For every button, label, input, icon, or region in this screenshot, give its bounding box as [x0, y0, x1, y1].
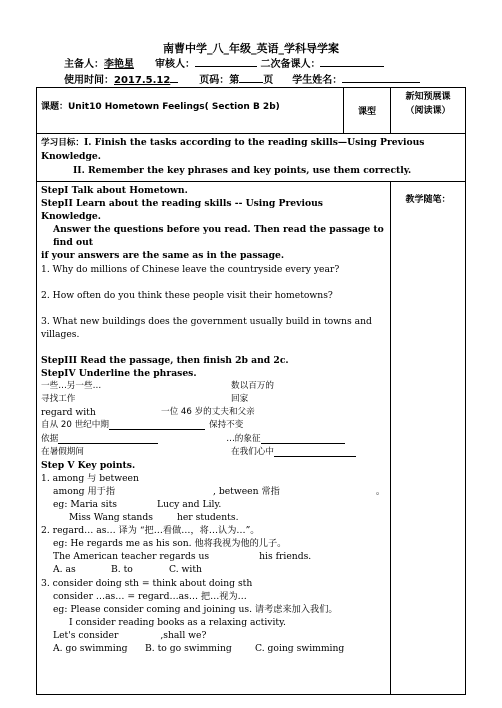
phrase-row: [41, 393, 386, 406]
page-suffix: 页: [263, 75, 274, 86]
phrase-item: 在我们心中: [231, 446, 274, 457]
key-1-title: 1. among 与 between: [41, 472, 139, 484]
phrase-blank[interactable]: [58, 433, 158, 444]
student-label: 学生姓名：: [292, 75, 343, 86]
phrase-item: 数以百万的: [231, 381, 274, 392]
lesson-type-sub: （阅读课）: [405, 106, 451, 116]
key-3-example-2: I consider reading books as a relaxing activity.: [69, 616, 286, 628]
page-blank[interactable]: [239, 72, 263, 83]
key-3-question: [41, 629, 386, 642]
date-label: 使用时间：: [64, 75, 114, 86]
phrase-row: [41, 433, 386, 446]
goal-2: II. Remember the key phrases and key points, use them correctly.: [73, 165, 412, 176]
topic-cell: 课题：Unit10 Hometown Feelings( Section B 2b): [37, 88, 344, 134]
phrase-row: [41, 406, 386, 419]
school-title: 南曹中学_八_年级_英语_学科导学案: [163, 42, 339, 55]
date-row: [64, 71, 420, 86]
key-2-option-b[interactable]: B. to: [111, 564, 133, 576]
phrase-row: [41, 419, 386, 432]
question-1: 1. Why do millions of Chinese leave the countryside every year?: [41, 263, 340, 275]
step-1: StepI Talk about Hometown.: [41, 185, 188, 196]
key-3-title: 3. consider doing sth = think about doing sth: [41, 577, 253, 589]
key-2-example: eg: He regards me as his son. 他将我视为他的儿子。: [53, 538, 287, 550]
phrase-row: [41, 446, 386, 459]
key-2-title: 2. regard… as… 译为 “把…看做…，将…认为…”。: [41, 525, 260, 537]
phrase-item: 自从 20 世纪中期: [41, 420, 109, 431]
preparer-label: 主备人：: [64, 59, 104, 70]
type-cell: 课型: [344, 88, 391, 134]
lesson-table: [36, 87, 466, 695]
key-1-eg2b: her students.: [176, 512, 239, 524]
phrase-item: 一些…另一些…: [41, 381, 102, 392]
step-2: StepII Learn about the reading skills -- Using Previous Knowledge.: [41, 198, 323, 223]
second-preparer-label: 二次备课人：: [260, 59, 321, 70]
step-3: StepIII Read the passage, then finish 2b and 2c.: [41, 354, 289, 366]
key-2-q: The American teacher regards us: [53, 551, 210, 563]
page-label: 页码：第: [199, 75, 240, 86]
notes-label: 教学随笔：: [405, 195, 451, 205]
key-3-example: eg: Please consider coming and joining us. 请考虑来加入我们。: [53, 603, 338, 615]
phrase-item: 回家: [231, 394, 249, 405]
phrase-item: 一位 46 岁的丈夫和父亲: [161, 407, 255, 418]
phrase-item: regard with: [41, 407, 96, 419]
date-value: 2017.5.12: [114, 75, 171, 86]
question-2: 2. How often do you think these people visit their hometowns?: [41, 289, 333, 301]
goal-1: I. Finish the tasks according to the reading skills—Using Previous Knowledge.: [41, 137, 425, 162]
key-3-option-c[interactable]: C. going swimming: [255, 643, 345, 654]
step-5: Step V Key points.: [41, 459, 136, 471]
preparer-name: 李艳星: [104, 59, 134, 70]
key-1-between: , between 常指: [213, 485, 280, 497]
key-3-option-a[interactable]: A. go swimming: [53, 643, 128, 654]
goals-label: 学习目标：: [41, 138, 84, 148]
key-2-q-end: his friends.: [259, 551, 312, 563]
notes-cell: [391, 182, 466, 695]
lesson-type-label: 新知预展课: [405, 92, 451, 102]
phrase-item: 保持不变: [208, 420, 244, 431]
phrase-blank[interactable]: [261, 433, 345, 444]
phrase-item: 寻找工作: [41, 394, 76, 405]
phrase-item: 在暑假期间: [41, 446, 84, 457]
phrase-item: …的象征: [226, 433, 261, 444]
key-1-example: [41, 498, 386, 511]
key-3-q-end: ,shall we?: [160, 629, 207, 641]
question-3: 3. What new buildings does the government usually build in towns and villages.: [41, 315, 372, 340]
content-cell: [37, 182, 391, 695]
key-1-eg2a: Miss Wang stands: [69, 512, 153, 524]
key-2-options: [41, 563, 386, 576]
key-2-option-c[interactable]: C. with: [169, 564, 202, 576]
key-1-line: [41, 485, 386, 498]
key-3-q: Let's consider: [53, 629, 119, 641]
reviewer-blank[interactable]: [195, 56, 257, 67]
step-4: StepIV Underline the phrases.: [41, 368, 197, 380]
goals-cell: [37, 134, 466, 182]
date-blank: [170, 72, 178, 83]
phrase-item: 依据: [41, 433, 59, 444]
reviewer-label: 审核人：: [154, 59, 195, 70]
key-1-end: 。: [375, 485, 386, 497]
key-2-option-a[interactable]: A. as: [53, 564, 76, 576]
key-3-options: [41, 642, 386, 655]
key-1-example-2: [41, 511, 386, 524]
phrase-blank[interactable]: [274, 446, 356, 457]
key-3-line: consider …as… = regard…as… 把…视为…: [53, 590, 247, 602]
key-3-option-b[interactable]: B. to go swimming: [145, 643, 232, 654]
key-1-among: among 用于指: [53, 485, 116, 497]
key-2-question: [41, 550, 386, 563]
preparer-row: [64, 55, 384, 70]
lesson-type-cell: [391, 88, 466, 134]
phrase-row: [41, 380, 386, 393]
second-preparer-blank[interactable]: [320, 56, 384, 67]
step-2-instruction: Answer the questions before you read. Then read the passage to find out: [53, 224, 384, 249]
phrase-blank[interactable]: [109, 419, 205, 430]
key-1-eg1b: Lucy and Lily.: [157, 498, 222, 510]
student-name-blank[interactable]: [342, 72, 420, 83]
step-2-instruction-cont: if your answers are the same as in the passage.: [41, 250, 285, 262]
key-1-eg1a: eg: Maria sits: [53, 498, 118, 510]
